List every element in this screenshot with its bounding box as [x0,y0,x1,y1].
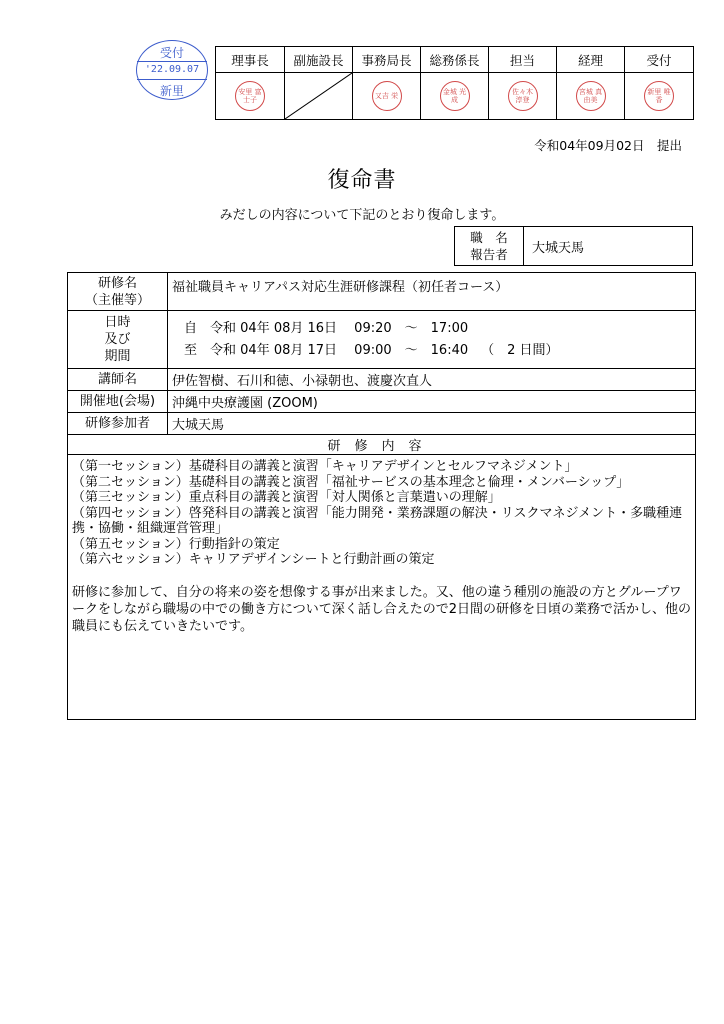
lecturer-names: 伊佐智樹、石川和徳、小禄朝也、渡慶次直人 [168,369,696,391]
approval-table [215,46,694,120]
participant-name: 大城天馬 [168,413,696,435]
period-label-line: 期間 [104,349,131,364]
seal-stamp: 又吉 栄 [372,81,402,111]
seal-stamp: 宮城 真由美 [576,81,606,111]
reporter-label [455,227,524,266]
reception-stamp [136,40,208,100]
diagonal-slash [285,73,352,119]
content-body [68,455,696,720]
participant-label: 研修参加者 [68,413,168,435]
session-item: （第六セッション）キャリアデザインシートと行動計画の策定 [72,552,435,567]
reporter-name: 大城天馬 [524,227,693,266]
period-to-prefix: 至 [184,342,198,358]
lecturer-label: 講師名 [68,369,168,391]
period-days: （ 2 日間） [481,342,559,358]
session-item: （第二セッション）基礎科目の講義と演習「福祉サービスの基本理念と倫理・メンバーシップ」 [72,474,630,490]
course-label [68,273,168,311]
approval-header: 総務係長 [421,47,489,73]
approval-header: 理事長 [216,47,285,73]
submit-date: 令和04年09月02日 提出 [534,138,682,153]
session-item: （第五セッション）行動指針の策定 [72,536,280,552]
approval-cell-struck [285,73,353,120]
approval-header: 経理 [557,47,625,73]
stamp-divider [137,61,207,62]
approval-cell [216,73,285,120]
period-value [168,311,696,369]
session-item: （第四セッション）啓発科目の講義と演習「能力開発・業務課題の解決・リスクマネジメント・多職種連携・協働・組織運営管理」 [72,505,683,536]
approval-header: 受付 [625,47,694,73]
reporter-table [454,226,693,266]
seal-stamp: 佐々木 淳登 [508,81,538,111]
period-label [68,311,168,369]
approval-cell [353,73,421,120]
period-to-line [172,340,695,362]
venue-label: 開催地(会場) [68,391,168,413]
venue-name: 沖縄中央療護園 (ZOOM) [168,391,696,413]
approval-cell [489,73,557,120]
seal-stamp: 安里 富士子 [235,81,265,111]
seal-stamp: 金城 光成 [440,81,470,111]
approval-cell [625,73,694,120]
period-from-prefix: 自 [184,320,198,336]
approval-header: 事務局長 [353,47,421,73]
approval-header: 副施設長 [285,47,353,73]
reporter-label-title: 職 名 [470,230,508,245]
page-title: 復命書 [327,168,397,193]
seal-stamp: 新里 唯香 [644,81,674,111]
course-label-line: 研修名 [97,275,137,291]
report-table [67,272,696,720]
approval-cell [421,73,489,120]
course-label-line: （主催等） [84,292,150,308]
session-item: （第三セッション）重点科目の講義と演習「対人関係と言葉遣いの理解」 [72,490,501,505]
approval-header: 担当 [489,47,557,73]
period-label-line: 及び [104,332,131,347]
reception-stamp-label: 受付 [159,46,184,60]
period-label-line: 日時 [104,315,131,330]
approval-cell [557,73,625,120]
reception-stamp-date: '22.09.07 [144,64,200,75]
content-header: 研修内容 [68,435,696,455]
course-name: 福祉職員キャリアパス対応生涯研修課程（初任者コース） [168,273,696,311]
stamp-divider [137,79,207,80]
session-item: （第一セッション）基礎科目の講義と演習「キャリアデザインとセルフマネジメント」 [72,459,578,474]
reporter-label-role: 報告者 [470,247,508,262]
period-from-line [172,318,695,340]
period-from: 令和 04年 08月 16日 09:20 ～ 17:00 [210,320,469,336]
reception-stamp-name: 新里 [159,84,184,98]
period-to: 令和 04年 08月 17日 09:00 ～ 16:40 [210,342,469,358]
page-subtitle: みだしの内容について下記のとおり復命します。 [219,208,505,223]
report-summary: 研修に参加して、自分の将来の姿を想像する事が出来ました。又、他の違う種別の施設の方とグループワークをしながら職場の中での働き方について深く話し合えたので2日間の研修を日頃の業務で活かし、他の職員にも伝えていきたいです。 [72,584,692,634]
